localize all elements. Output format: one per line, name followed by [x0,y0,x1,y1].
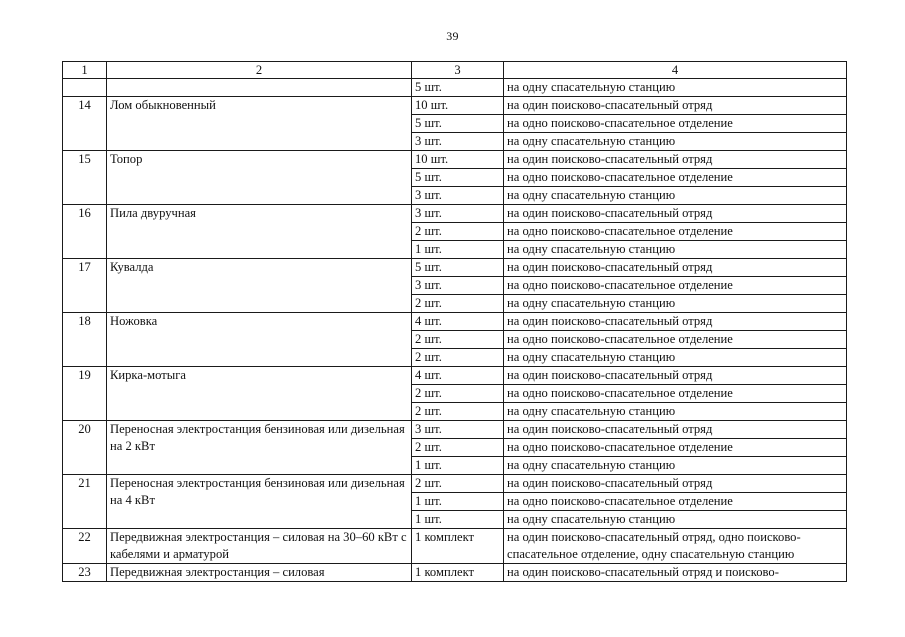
quantity-cell: 2 шт. [412,349,504,367]
allocation-cell: на одну спасательную станцию [504,241,847,259]
allocation-cell: на один поисково-спасательный отряд [504,367,847,385]
column-header: 1 [63,62,107,79]
allocation-cell: на один поисково-спасательный отряд и поисково- [504,564,847,582]
item-number-cell: 18 [63,313,107,367]
allocation-cell: на один поисково-спасательный отряд [504,259,847,277]
allocation-cell: на один поисково-спасательный отряд [504,151,847,169]
quantity-cell: 4 шт. [412,313,504,331]
item-name-cell [107,79,412,97]
item-number-cell: 19 [63,367,107,421]
table-row [63,259,847,277]
table-row [63,313,847,331]
item-name-cell: Передвижная электростанция – силовая [107,564,412,582]
table-row [63,564,847,582]
item-name-cell: Лом обыкновенный [107,97,412,151]
table-body [63,79,847,582]
quantity-cell: 1 шт. [412,493,504,511]
quantity-cell: 1 комплект [412,529,504,564]
page-number: 39 [446,29,459,43]
quantity-cell: 5 шт. [412,259,504,277]
header-row [63,62,847,79]
quantity-cell: 3 шт. [412,421,504,439]
allocation-cell: на один поисково-спасательный отряд [504,313,847,331]
allocation-cell: на одну спасательную станцию [504,295,847,313]
allocation-cell: на одну спасательную станцию [504,457,847,475]
quantity-cell: 3 шт. [412,133,504,151]
allocation-cell: на один поисково-спасательный отряд [504,475,847,493]
quantity-cell: 1 шт. [412,457,504,475]
column-header: 4 [504,62,847,79]
item-number-cell [63,79,107,97]
item-name-cell: Кирка-мотыга [107,367,412,421]
quantity-cell: 5 шт. [412,169,504,187]
quantity-cell: 2 шт. [412,295,504,313]
allocation-cell: на одно поисково-спасательное отделение [504,115,847,133]
allocation-cell: на одну спасательную станцию [504,349,847,367]
quantity-cell: 4 шт. [412,367,504,385]
item-number-cell: 14 [63,97,107,151]
item-number-cell: 20 [63,421,107,475]
allocation-cell: на одну спасательную станцию [504,187,847,205]
allocation-cell: на одно поисково-спасательное отделение [504,223,847,241]
allocation-cell: на одну спасательную станцию [504,511,847,529]
allocation-cell: на одно поисково-спасательное отделение [504,331,847,349]
allocation-cell: на один поисково-спасательный отряд [504,97,847,115]
table-row [63,421,847,439]
item-name-cell: Топор [107,151,412,205]
allocation-cell: на одну спасательную станцию [504,403,847,421]
item-name-cell: Переносная электростанция бензиновая или дизельная на 4 кВт [107,475,412,529]
quantity-cell: 5 шт. [412,115,504,133]
allocation-cell: на одну спасательную станцию [504,79,847,97]
item-name-cell: Переносная электростанция бензиновая или дизельная на 2 кВт [107,421,412,475]
table-row [63,529,847,564]
quantity-cell: 2 шт. [412,475,504,493]
quantity-cell: 2 шт. [412,331,504,349]
allocation-cell: на один поисково-спасательный отряд, одно поисково-спасательное отделение, одну спасательную станцию [504,529,847,564]
quantity-cell: 1 шт. [412,241,504,259]
quantity-cell: 5 шт. [412,79,504,97]
item-number-cell: 21 [63,475,107,529]
quantity-cell: 3 шт. [412,205,504,223]
table-row [63,151,847,169]
item-number-cell: 17 [63,259,107,313]
quantity-cell: 10 шт. [412,97,504,115]
quantity-cell: 10 шт. [412,151,504,169]
allocation-cell: на одно поисково-спасательное отделение [504,385,847,403]
quantity-cell: 3 шт. [412,187,504,205]
allocation-cell: на одно поисково-спасательное отделение [504,493,847,511]
item-number-cell: 22 [63,529,107,564]
equipment-table [62,61,847,582]
table-row [63,79,847,97]
quantity-cell: 2 шт. [412,439,504,457]
table-row [63,205,847,223]
quantity-cell: 3 шт. [412,277,504,295]
quantity-cell: 2 шт. [412,385,504,403]
item-number-cell: 23 [63,564,107,582]
allocation-cell: на одно поисково-спасательное отделение [504,277,847,295]
table-row [63,97,847,115]
column-header: 3 [412,62,504,79]
allocation-cell: на один поисково-спасательный отряд [504,205,847,223]
item-name-cell: Ножовка [107,313,412,367]
item-number-cell: 16 [63,205,107,259]
item-number-cell: 15 [63,151,107,205]
item-name-cell: Пила двуручная [107,205,412,259]
allocation-cell: на одно поисково-спасательное отделение [504,169,847,187]
column-header: 2 [107,62,412,79]
quantity-cell: 2 шт. [412,403,504,421]
quantity-cell: 2 шт. [412,223,504,241]
allocation-cell: на одно поисково-спасательное отделение [504,439,847,457]
table-row [63,475,847,493]
item-name-cell: Кувалда [107,259,412,313]
table-row [63,367,847,385]
allocation-cell: на один поисково-спасательный отряд [504,421,847,439]
quantity-cell: 1 шт. [412,511,504,529]
quantity-cell: 1 комплект [412,564,504,582]
item-name-cell: Передвижная электростанция – силовая на 30–60 кВт с кабелями и арматурой [107,529,412,564]
allocation-cell: на одну спасательную станцию [504,133,847,151]
